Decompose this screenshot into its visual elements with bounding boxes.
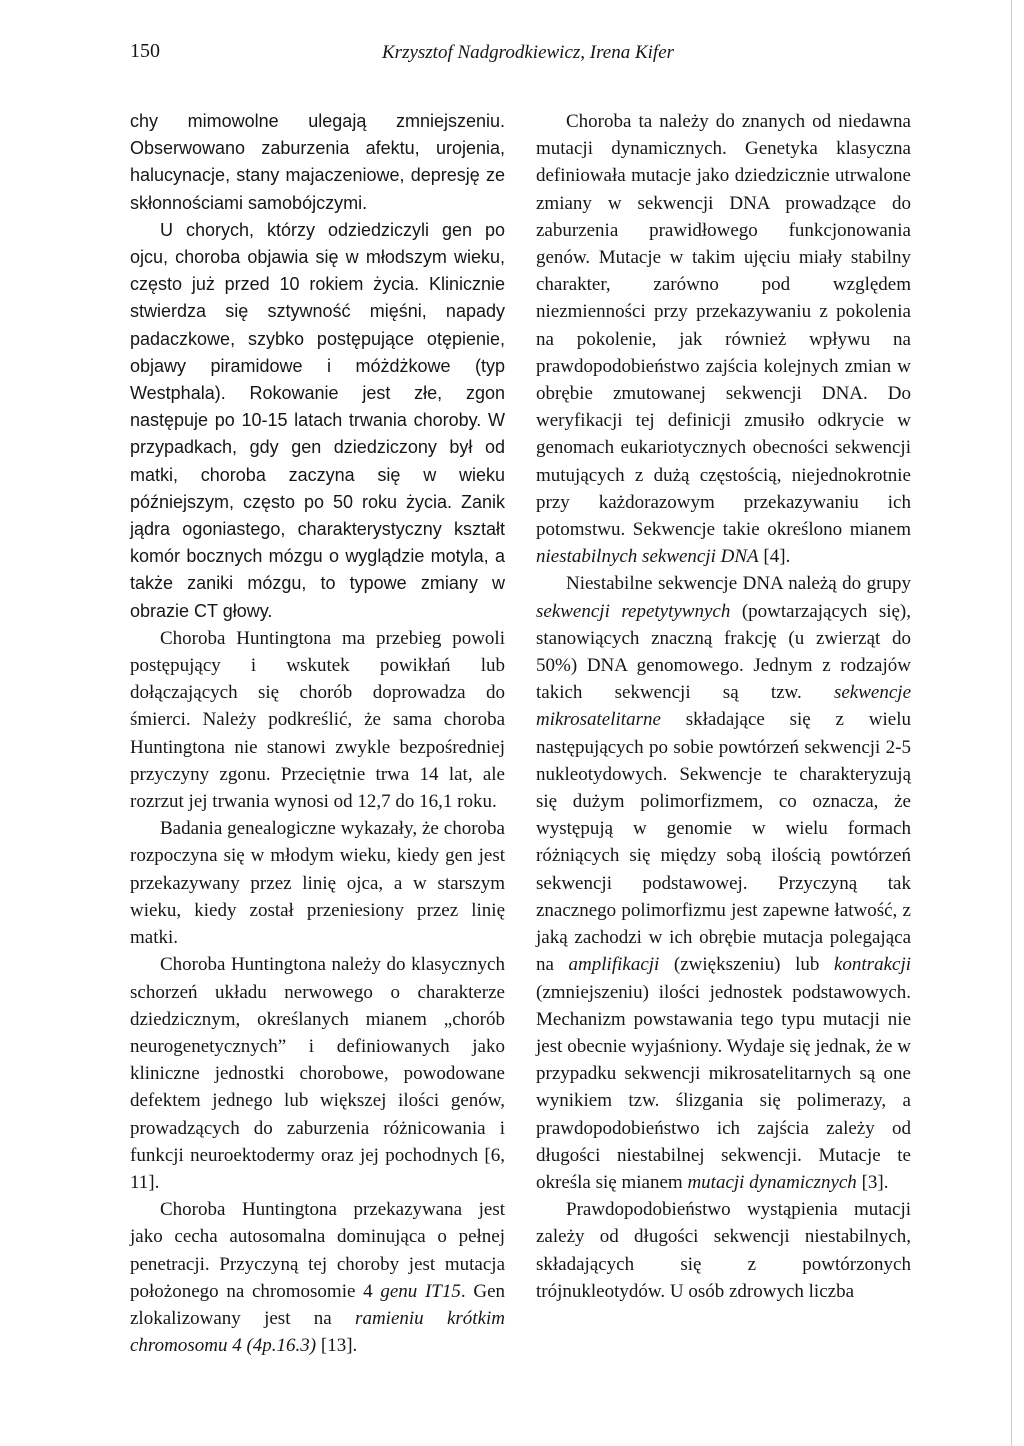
text-run: Choroba Huntingtona przekazywana jest jako cecha autosomalna dominująca o pełnej penetracji. Przyczyną tej choroby jest mutacja położonego na chromosomie 4	[130, 1199, 505, 1302]
page-edge-line	[1011, 0, 1012, 1446]
italic-term: niestabilnych sekwencji DNA	[536, 546, 759, 568]
text-run: (zmniejszeniu) ilości jednostek podstawowych. Mechanizm powstawania tego typu mutacji nie jest obecnie wyjaśniony. Wydaje się jednak, że w przypadku sekwencji mikrosatelitarnych są one wynikiem tzw. ślizgania się polimerazy, a prawdopodobieństwo ich zajścia zależy od długości niestabilnej sekwencji. Mutacje te określa się mianem	[536, 981, 911, 1193]
text-run: [3].	[856, 1171, 889, 1193]
text-run: (zwiększeniu) lub	[659, 954, 834, 976]
paragraph: Badania genealogiczne wykazały, że choroba rozpoczyna się w młodym wieku, kiedy gen jest przekazywany przez linię ojca, a w starszym wieku, kiedy został przeniesiony przez linię matki.	[130, 818, 505, 949]
text-run: Niestabilne sekwencje DNA należą do grupy	[566, 573, 911, 595]
running-header: Krzysztof Nadgrodkiewicz, Irena Kifer	[382, 42, 675, 63]
text-run: składające się z wielu następujących po sobie powtórzeń sekwencji 2-5 nukleotydowych. Sekwencje te charakteryzują się dużym polimorfizmem, co oznacza, że występują w genomie w wielu formach różniących się między sobą ilością powtórzeń sekwencji podstawowej. Przyczyną tak znacznego polimorfizmu jest zapewne łatwość, z jaką zachodzi w ich obrębie mutacja polegająca na	[536, 709, 911, 976]
text-run: . Gen zlokalizowany jest na	[130, 1280, 506, 1329]
text-run: Choroba ta należy do znanych od niedawna mutacji dynamicznych. Genetyka klasyczna definiowała mutacje jako dziedzicznie utrwalone zmiany w sekwencji DNA prowadzące do zaburzenia prawidłowego funkcjonowania genów. Mutacje w takim ujęciu miały stabilny charakter, zarówno pod względem niezmienności przy przekazywaniu z pokolenia na pokolenie, jak również wpływu na prawdopodobieństwo zajścia kolejnych zmian w obrębie zmutowanej sekwencji DNA. Do weryfikacji tej definicji zmusiło odkrycie w genomach eukariotycznych obecności sekwencji mutujących z dużą częstością, niejednokrotnie przy każdorazowym przekazywaniu ich potomstwu. Sekwencje takie określono mianem	[536, 111, 911, 541]
paragraph: Prawdopodobieństwo wystąpienia mutacji zależy od długości sekwencji niestabilnych, składających się z powtórzonych trójnukleotydów. U osób zdrowych liczba	[536, 1199, 911, 1302]
paragraph: U chorych, którzy odziedziczyli gen po ojcu, choroba objawia się w młodszym wieku, często już przed 10 rokiem życia. Klinicznie stwierdza się sztywność mięśni, napady padaczkowe, szybko postępujące otępienie, objawy piramidowe i móżdżkowe (typ Westphala). Rokowanie jest złe, zgon następuje po 10-15 latach trwania choroby. W przypadkach, gdy gen dziedziczony był od matki, choroba zaczyna się w wieku późniejszym, często po 50 roku życia. Zanik jądra ogoniastego, charakterystyczny kształt komór bocznych mózgu o wyglądzie motyla, a także zaniki mózgu, to typowe zmiany w obrazie CT głowy.	[130, 219, 505, 621]
page-number: 150	[130, 40, 160, 62]
italic-term: amplifikacji	[568, 954, 660, 976]
paragraph	[536, 570, 911, 1196]
paragraph: Choroba Huntingtona ma przebieg powoli postępujący i wskutek powikłań lub dołączających się chorób doprowadza do śmierci. Należy podkreślić, że sama choroba Huntingtona nie stanowi zwykle bezpośredniej przyczyny zgonu. Przeciętnie trwa 14 lat, ale rozrzut jej trwania wynosi od 12,7 do 16,1 roku.	[130, 627, 505, 813]
text-run: [4].	[758, 546, 791, 568]
italic-term: kontrakcji	[833, 954, 911, 976]
paragraph: Choroba Huntingtona należy do klasycznych schorzeń układu nerwowego o charakterze dziedzicznym, określanych mianem „chorób neurogenetycznych” i definiowanych jako kliniczne jednostki chorobowe, powodowane defektem jednego lub większej ilości genów, prowadzących do zaburzenia różnicowania i funkcji neuroektodermy oraz jej pochodnych [6, 11].	[130, 954, 505, 1193]
italic-term: sekwencje mikrosatelitarne	[536, 682, 911, 731]
paragraph: chy mimowolne ulegają zmniejszeniu. Obserwowano zaburzenia afektu, urojenia, halucynacje, stany majaczeniowe, depresję ze skłonnościami samobójczymi.	[130, 111, 505, 213]
paragraph	[130, 1196, 505, 1359]
italic-term: ramieniu krótkim chromosomu 4 (4p.16.3)	[130, 1307, 506, 1357]
text-run: [13].	[316, 1335, 358, 1357]
italic-term: mutacji dynamicznych	[687, 1171, 857, 1193]
italic-term: sekwencji repetytywnych	[536, 600, 731, 622]
paragraph	[536, 108, 911, 570]
text-run: (powtarzających się), stanowiących znaczną frakcję (u zwierząt do 50%) DNA genomowego. Jednym z rodzajów takich sekwencji są tzw.	[536, 600, 911, 704]
italic-term: genu IT15	[380, 1280, 461, 1302]
left-column	[130, 108, 505, 1359]
right-column	[536, 108, 911, 1305]
